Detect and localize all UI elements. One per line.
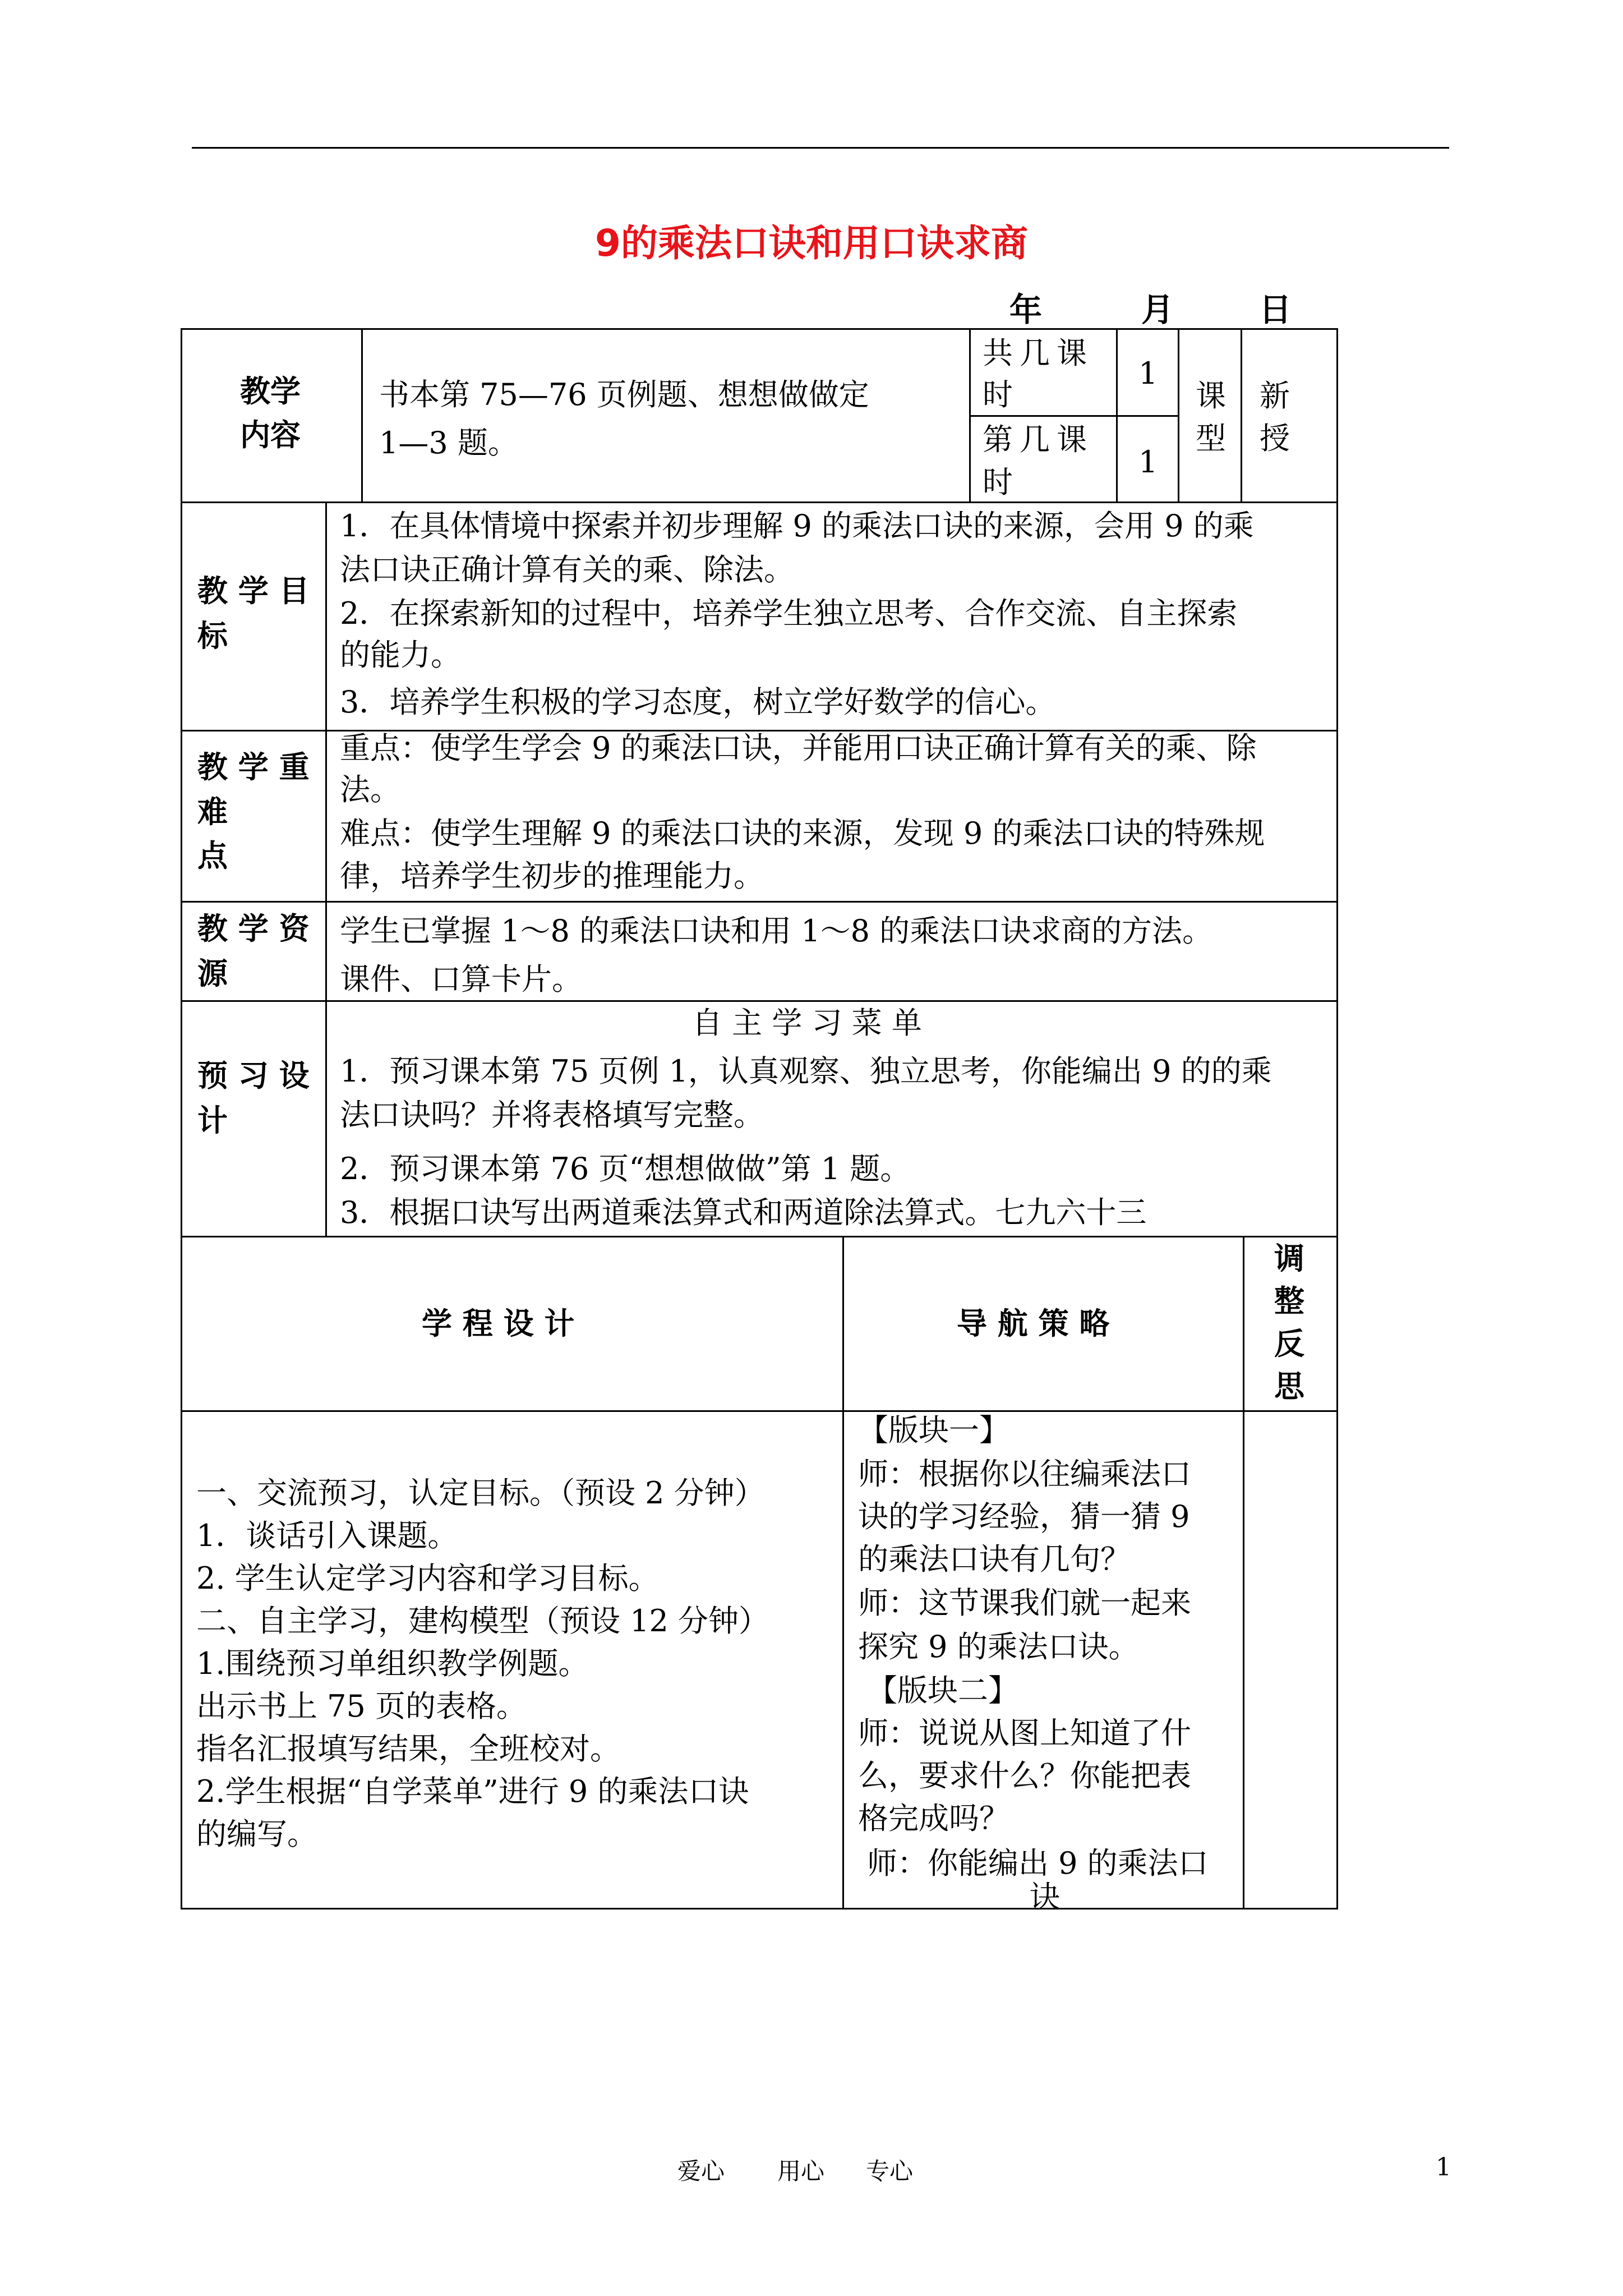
nth-hour-label-2: 时 (983, 464, 1013, 500)
preview-line-1: 1．预习课本第 75 页例 1，认真观察、独立思考，你能编出 9 的的乘 (340, 1053, 1272, 1089)
preview-line-3: 2．预习课本第 76 页“想想做做”第 1 题。 (340, 1151, 911, 1186)
preview-line-2: 法口诀吗？并将表格填写完整。 (340, 1097, 764, 1133)
strategy-line-7: 【版块二】 (867, 1673, 1018, 1708)
nth-hour-value: 1 (1138, 444, 1158, 480)
header-rule (192, 147, 1449, 149)
process-line-4: 二、自主学习，建构模型（预设 12 分钟） (196, 1603, 769, 1639)
goals-line-3: 2．在探索新知的过程中，培养学生独立思考、合作交流、自主探索 (340, 596, 1238, 631)
date-year: 年 (1009, 291, 1043, 329)
divider (1243, 1236, 1244, 1910)
strategy-line-1: 【版块一】 (858, 1412, 1009, 1448)
reflect-header-3: 反 (1274, 1326, 1304, 1361)
strategy-line-2: 师：根据你以往编乘法口 (858, 1456, 1191, 1492)
type-label-2: 型 (1196, 421, 1226, 456)
strategy-line-11: 师：你能编出 9 的乘法口 (867, 1846, 1209, 1881)
strategy-line-8: 师：说说从图上知道了什 (858, 1715, 1191, 1751)
process-header-row (181, 1236, 1338, 1412)
strategy-line-5: 师：这节课我们就一起来 (858, 1585, 1191, 1621)
total-hours-label-1: 共几课 (983, 335, 1094, 371)
process-line-9: 的编写。 (196, 1816, 317, 1852)
nth-hour-label-1: 第几课 (983, 422, 1094, 457)
divider (1241, 328, 1242, 503)
resources-label-2: 源 (197, 956, 228, 991)
total-hours-label-2: 时 (983, 377, 1013, 412)
keypoints-line-4: 律，培养学生初步的推理能力。 (340, 858, 764, 894)
process-line-7: 指名汇报填写结果，全班校对。 (196, 1731, 620, 1766)
preview-line-4: 3．根据口诀写出两道乘法算式和两道除法算式。七九六十三 (340, 1195, 1147, 1230)
goals-label-1: 教 学 目 (197, 573, 310, 609)
goals-line-1: 1．在具体情境中探索并初步理解 9 的乘法口诀的来源，会用 9 的乘 (340, 508, 1254, 544)
resources-label-1: 教 学 资 (197, 911, 310, 946)
page-number: 1 (1436, 2153, 1451, 2182)
resources-line-1: 学生已掌握 1～8 的乘法口诀和用 1～8 的乘法口诀求商的方法。 (340, 913, 1213, 949)
reflect-header-2: 整 (1274, 1283, 1304, 1319)
process-line-5: 1.围绕预习单组织教学例题。 (196, 1646, 589, 1681)
process-line-8: 2.学生根据“自学菜单”进行 9 的乘法口诀 (196, 1774, 749, 1809)
preview-heading: 自 主 学 习 菜 单 (692, 1005, 922, 1041)
strategy-header: 导 航 策 略 (957, 1306, 1110, 1341)
strategy-line-12: 诀 (1030, 1879, 1060, 1915)
page-title: 9的乘法口诀和用口诀求商 (595, 222, 1028, 265)
strategy-line-9: 么，要求什么？你能把表 (858, 1758, 1191, 1793)
footer-word-2: 用心 (777, 2157, 825, 2185)
keypoints-line-2: 法。 (340, 772, 400, 807)
strategy-line-10: 格完成吗？ (858, 1801, 1009, 1836)
keypoints-line-3: 难点：使学生理解 9 的乘法口诀的来源，发现 9 的乘法口诀的特殊规 (340, 816, 1265, 851)
preview-label-1: 预 习 设 (197, 1058, 310, 1093)
total-hours-value: 1 (1138, 356, 1158, 391)
process-line-3: 2. 学生认定学习内容和学习目标。 (196, 1561, 659, 1596)
type-value-2: 授 (1260, 421, 1290, 456)
date-day: 日 (1259, 291, 1292, 329)
goals-line-4: 的能力。 (340, 637, 461, 673)
type-label-1: 课 (1196, 378, 1226, 413)
strategy-line-6: 探究 9 的乘法口诀。 (858, 1629, 1139, 1664)
content-label-2: 内容 (240, 417, 301, 453)
resources-line-2: 课件、口算卡片。 (340, 961, 582, 997)
process-line-2: 1．谈话引入课题。 (196, 1518, 458, 1553)
keypoints-label-1: 教 学 重 (197, 749, 310, 785)
content-text-1: 书本第 75—76 页例题、想想做做定 (379, 377, 869, 412)
keypoints-label-3: 点 (197, 838, 228, 873)
strategy-line-3: 诀的学习经验，猜一猜 9 (858, 1499, 1190, 1534)
process-line-6: 出示书上 75 页的表格。 (196, 1688, 527, 1724)
reflect-header-4: 思 (1274, 1369, 1304, 1404)
footer-word-1: 爱心 (677, 2157, 725, 2185)
content-label-1: 教学 (240, 374, 301, 409)
goals-label-2: 标 (197, 618, 228, 654)
divider (361, 328, 363, 503)
date-month: 月 (1141, 291, 1174, 329)
footer-word-3: 专心 (866, 2157, 914, 2185)
type-value-1: 新 (1260, 378, 1290, 413)
divider (1178, 328, 1179, 503)
keypoints-label-2: 难 (197, 794, 228, 830)
strategy-line-4: 的乘法口诀有几句？ (858, 1542, 1131, 1577)
preview-label-2: 计 (197, 1103, 228, 1138)
process-line-1: 一、交流预习，认定目标。（预设 2 分钟） (196, 1475, 765, 1511)
goals-line-2: 法口诀正确计算有关的乘、除法。 (340, 552, 794, 587)
content-text-2: 1—3 题。 (379, 425, 518, 461)
process-header: 学 程 设 计 (422, 1306, 575, 1341)
divider (842, 1236, 844, 1910)
keypoints-line-1: 重点：使学生学会 9 的乘法口诀，并能用口诀正确计算有关的乘、除 (340, 730, 1257, 766)
goals-line-5: 3．培养学生积极的学习态度，树立学好数学的信心。 (340, 684, 1056, 720)
reflect-header-1: 调 (1274, 1241, 1304, 1276)
